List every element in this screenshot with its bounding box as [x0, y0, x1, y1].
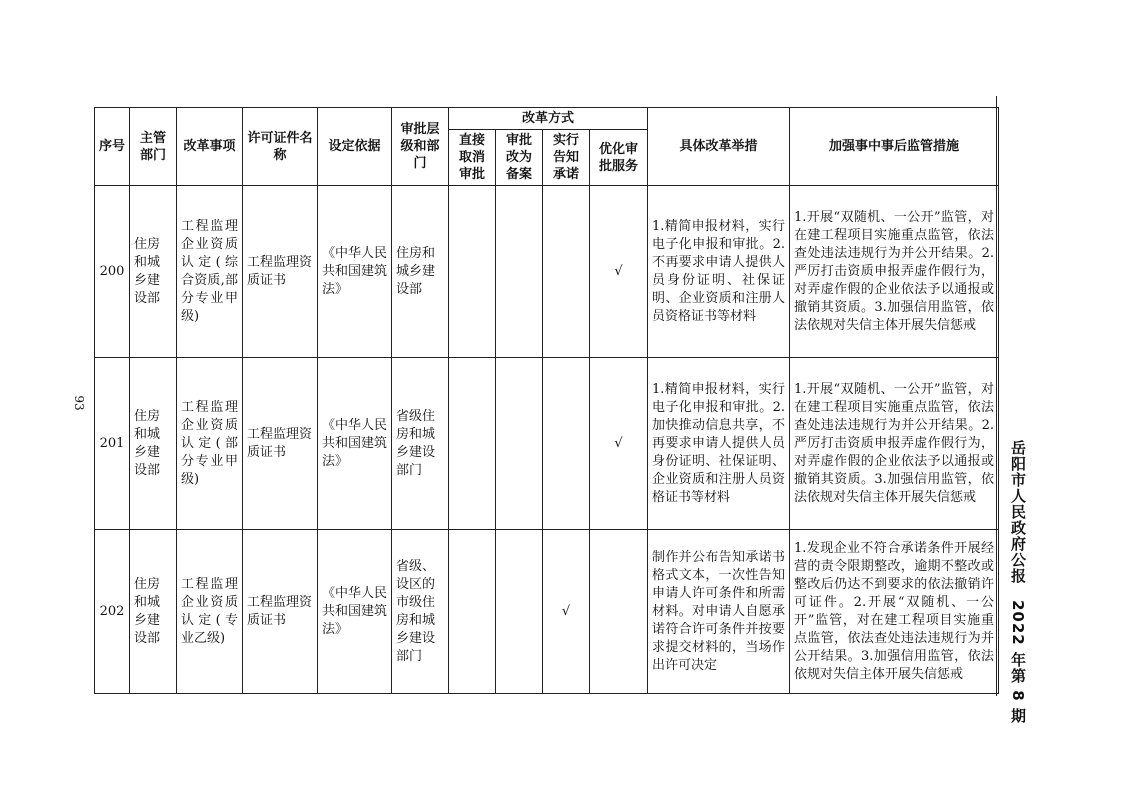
- cell-level: 住房和城乡建设部: [392, 186, 449, 358]
- header-mode-optimize: 优化审批服务: [590, 130, 648, 186]
- header-seq: 序号: [95, 108, 130, 186]
- cell-dept: 住房和城乡建设部: [130, 530, 177, 694]
- cell-basis: 《中华人民共和国建筑法》: [318, 186, 392, 358]
- header-basis: 设定依据: [318, 108, 392, 186]
- cell-seq: 201: [95, 358, 130, 530]
- cell-item: 工程监理企业资质认定(专业乙级): [177, 530, 243, 694]
- cell-supervision: 1.发现企业不符合承诺条件开展经营的责令限期整改，逾期不整改或整改后仍达不到要求的依法撤销许可证件。2.开展“双随机、一公开”监管，对在建工程项目实施重点监管，依法查处违法违规行为并公开结果。3.加强信用监管，依法依规对失信主体开展失信惩戒: [790, 530, 999, 694]
- cell-measures: 1.精简申报材料，实行电子化申报和审批。2.加快推动信息共享，不再要求申请人提供人员身份证明、社保证明、企业资质和注册人员资格证书等材料: [648, 358, 790, 530]
- table-row: [95, 358, 999, 530]
- cell-basis: 《中华人民共和国建筑法》: [318, 358, 392, 530]
- cell-supervision: 1.开展“双随机、一公开”监管，对在建工程项目实施重点监管，依法查处违法违规行为并公开结果。2.严厉打击资质申报弄虚作假行为，对弄虚作假的企业依法予以通报或撤销其资质。3.加强信用监管，依法依规对失信主体开展失信惩戒: [790, 358, 999, 530]
- running-header: 岳阳市人民政府公报 2022 年第 8 期: [1009, 440, 1027, 724]
- header-measures: 具体改革举措: [648, 108, 790, 186]
- header-mode-record: 审批改为备案: [496, 130, 543, 186]
- cell-mode-record: [496, 186, 543, 358]
- cell-basis: 《中华人民共和国建筑法》: [318, 530, 392, 694]
- cell-seq: 200: [95, 186, 130, 358]
- cell-dept: 住房和城乡建设部: [130, 358, 177, 530]
- cell-level: 省级住房和城乡建设部门: [392, 358, 449, 530]
- cell-measures: 1.精简申报材料，实行电子化申报和审批。2.不再要求申请人提供人员身份证明、社保证明、企业资质和注册人员资格证书等材料: [648, 186, 790, 358]
- header-supervision: 加强事中事后监管措施: [790, 108, 999, 186]
- header-level: 审批层级和部门: [392, 108, 449, 186]
- header-license: 许可证件名称: [243, 108, 318, 186]
- cell-mode-cancel: [449, 186, 496, 358]
- cell-mode-cancel: [449, 358, 496, 530]
- header-reform-mode: 改革方式: [449, 108, 648, 130]
- header-mode-cancel: 直接取消审批: [449, 130, 496, 186]
- cell-mode-record: [496, 530, 543, 694]
- reform-table: [94, 107, 999, 694]
- cell-mode-record: [496, 358, 543, 530]
- table-row: [95, 186, 999, 358]
- cell-dept: 住房和城乡建设部: [130, 186, 177, 358]
- cell-measures: 制作并公布告知承诺书格式文本，一次性告知申请人许可条件和所需材料。对申请人自愿承诺符合许可条件并按要求提交材料的，当场作出许可决定: [648, 530, 790, 694]
- cell-mode-notify: [543, 186, 590, 358]
- cell-mode-optimize: √: [590, 186, 648, 358]
- header-mode-notify: 实行告知承诺: [543, 130, 590, 186]
- cell-mode-notify: √: [543, 530, 590, 694]
- cell-supervision: 1.开展“双随机、一公开”监管，对在建工程项目实施重点监管，依法查处违法违规行为并公开结果。2.严厉打击资质申报弄虚作假行为，对弄虚作假的企业依法予以通报或撤销其资质。3.加强信用监管，依法依规对失信主体开展失信惩戒: [790, 186, 999, 358]
- table-row: [95, 530, 999, 694]
- cell-license: 工程监理资质证书: [243, 358, 318, 530]
- cell-mode-optimize: [590, 530, 648, 694]
- cell-license: 工程监理资质证书: [243, 530, 318, 694]
- cell-mode-notify: [543, 358, 590, 530]
- page-number: 93: [72, 395, 86, 411]
- cell-item: 工程监理企业资质认定(综合资质,部分专业甲级): [177, 186, 243, 358]
- cell-license: 工程监理资质证书: [243, 186, 318, 358]
- header-dept: 主管部门: [130, 108, 177, 186]
- cell-mode-cancel: [449, 530, 496, 694]
- cell-item: 工程监理企业资质认定(部分专业甲级): [177, 358, 243, 530]
- cell-level: 省级、设区的市级住房和城乡建设部门: [392, 530, 449, 694]
- cell-seq: 202: [95, 530, 130, 694]
- header-item: 改革事项: [177, 108, 243, 186]
- cell-mode-optimize: √: [590, 358, 648, 530]
